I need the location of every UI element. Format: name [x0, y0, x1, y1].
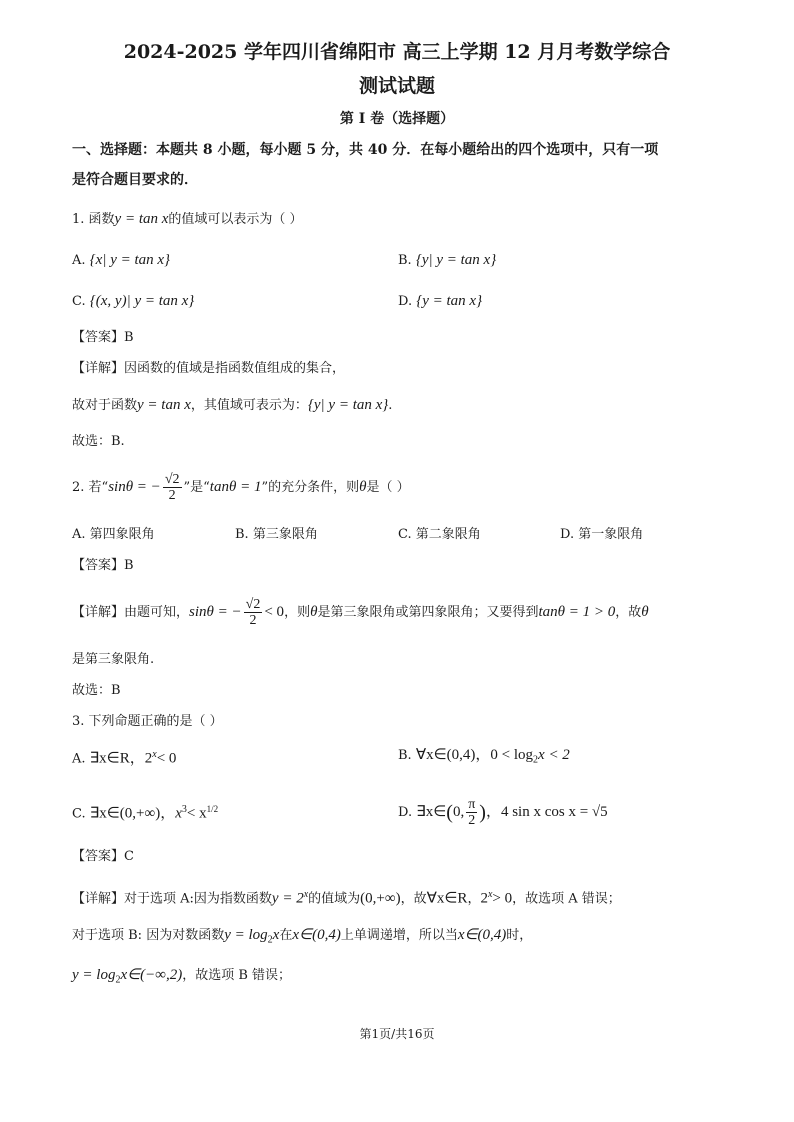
q2-detail-2: 是第三象限角.	[72, 652, 155, 667]
q3-option-a: A. ∃x∈R，$2^x< 0$	[72, 749, 177, 767]
title-line-2: 测试试题	[358, 75, 435, 97]
q2-choose: 故选：B	[72, 683, 121, 698]
q1-stem: 1. 函数y = tan x的值域可以表示为（ ）	[72, 211, 303, 227]
q2-option-a: A. 第四象限角	[72, 527, 155, 542]
q2-answer: 【答案】B	[72, 558, 134, 573]
instructions-line-1: 一、选择题：本题共 8 小题，每小题 5 分，共 40 分．在每小题给出的四个选项中，只有一项	[72, 142, 659, 158]
q3-detail-2: 对于选项 B: 因为对数函数$y = \log_2x$在x∈(0,4)上单调递增，所以当x∈(0,4)时，	[72, 927, 533, 946]
q2-option-b: B. 第三象限角	[235, 527, 318, 542]
q3-answer: 【答案】C	[72, 849, 134, 864]
q3-option-b: B. ∀x∈(0,4)，$0 < \log_2x < 2$	[398, 747, 570, 766]
q2-option-d: D. 第一象限角	[560, 527, 644, 542]
q3-detail-3: $y = \log_2x\in(-\infty,2)$，故选项 B 错误；	[72, 967, 292, 986]
q2-detail-1: 【详解】由题可知，sinθ = − $\frac{√2}{2}$ < 0，则θ是第三象限角或第四象限角；又要得到tanθ = 1 > 0，故θ	[72, 597, 649, 628]
q3-detail-1: 【详解】对于选项 A:因为指数函数$y = 2^x$的值域为(0,+∞)，故∀x∈R，$2^x> 0$，故选项 A 错误；	[72, 889, 621, 907]
q1-answer: 【答案】B	[72, 330, 134, 345]
q1-option-d: D. {y = tan x}	[398, 293, 483, 309]
q1-option-a: A. {x| y = tan x}	[72, 252, 171, 268]
q2-option-c: C. 第二象限角	[398, 527, 481, 542]
q3-d-fraction: $\frac{\pi}{2}$	[468, 797, 476, 828]
q1-option-c: C. {(x, y)| y = tan x}	[72, 293, 195, 309]
q2-stem: 2. 若“sinθ = − $\frac{√2}{2}$ ”是“tanθ = 1”的充分条件，则θ是（ ）	[72, 472, 410, 503]
q1-option-b: B. {y| y = tan x}	[398, 252, 497, 268]
section-heading: 第 I 卷（选择题）	[339, 111, 455, 127]
q2-detail-fraction: $\frac{√2}{2}$	[245, 597, 261, 628]
q3-stem: 3. 下列命题正确的是（ ）	[72, 714, 223, 729]
q1-choose: 故选：B.	[72, 434, 125, 449]
q1-detail-2: 故对于函数y = tan x，其值域可表示为：{y| y = tan x}.	[72, 397, 393, 413]
q3-option-c: C. ∃x∈(0,+∞)，$x^3< x^{1/2}$	[72, 804, 219, 822]
instructions-line-2: 是符合题目要求的．	[72, 172, 198, 188]
q2-fraction: $\frac{√2}{2}$	[164, 472, 180, 503]
title-line-1: 2024-2025 学年四川省绵阳市 高三上学期 12 月月考数学综合	[123, 41, 671, 63]
q3-option-d: D. ∃x∈(0, $\frac{\pi}{2}$ )，4 sin x cos x = √5	[398, 797, 608, 828]
page-footer: 第1页/共16页	[359, 1027, 435, 1041]
q1-detail-1: 【详解】因函数的值域是指函数值组成的集合，	[72, 361, 346, 376]
